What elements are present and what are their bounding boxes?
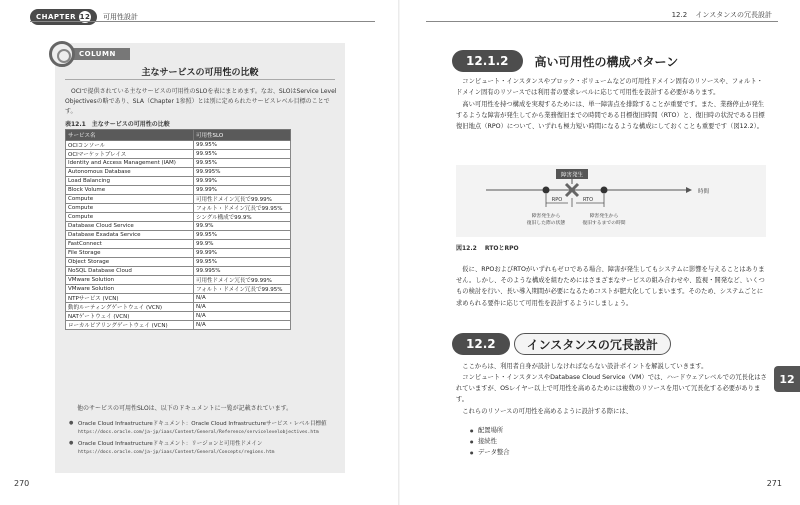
- rto-label: RTO: [582, 197, 594, 203]
- slo-cell: 99.95%: [194, 150, 291, 159]
- left-running-header: [30, 9, 138, 25]
- service-name-cell: NoSQL Database Cloud: [66, 267, 194, 276]
- reference-url[interactable]: https://docs.oracle.com/ja-jp/iaas/Content/General/Concepts/regions.htm: [78, 450, 275, 455]
- column-title: 主なサービスの可用性の比較: [141, 68, 259, 78]
- bullet-list: [470, 425, 509, 458]
- figure-caption: [456, 243, 519, 252]
- rpo-point: [543, 187, 550, 194]
- right-running-header: [666, 10, 772, 20]
- service-name-cell: OCIコンソール: [66, 141, 194, 150]
- reference-item: [69, 440, 341, 457]
- reference-list: [69, 420, 341, 460]
- table-row: [66, 213, 291, 222]
- figure-number: 図12.2: [456, 245, 477, 252]
- slo-cell: 99.99%: [194, 186, 291, 195]
- table-row: [66, 321, 291, 330]
- chapter-title: 可用性設計: [103, 13, 138, 21]
- section-heading-12-2: [452, 333, 671, 355]
- header-section-title: インスタンスの冗長設計: [695, 11, 772, 19]
- slo-cell: 99.95%: [194, 231, 291, 240]
- list-item: ● 接続性: [470, 436, 509, 447]
- chapter-number: 12: [79, 13, 91, 21]
- table-row: [66, 141, 291, 150]
- table-row: [66, 222, 291, 231]
- reference-title: ● Oracle Cloud Infrastructureドキュメント：Oracle Cloud Infrastructureサービス・レベル目標値: [78, 421, 327, 427]
- paragraph: 高い可用性を持つ構成を実現するためには、単一障害点を排除することが重要です。また、業務停止が発生するような障害が発生してから業務復旧までの時間である目標復旧時間（RTO）と、復旧時の状況である目標復旧地点（RPO）について、いずれも極力短い時間になるような構成にしておくことも重要です（図12.2）。: [456, 101, 765, 131]
- failure-label: 障害発生: [560, 172, 584, 179]
- slo-cell: N/A: [194, 312, 291, 321]
- service-name-cell: NTPサービス (VCN): [66, 294, 194, 303]
- service-name-cell: VMware Solution: [66, 285, 194, 294]
- table-header-slo: 可用性SLO: [194, 130, 291, 141]
- reference-url[interactable]: https://docs.oracle.com/ja-jp/iaas/Content/General/Reference/servicelevelobjectives.htm: [78, 430, 319, 435]
- service-name-cell: Identity and Access Management (IAM): [66, 159, 194, 168]
- table-row: [66, 294, 291, 303]
- slo-cell: N/A: [194, 294, 291, 303]
- slo-cell: 99.995%: [194, 267, 291, 276]
- reference-item: [69, 420, 341, 437]
- service-name-cell: Database Cloud Service: [66, 222, 194, 231]
- right-page-number: 271: [766, 479, 782, 488]
- time-label: 時間: [698, 189, 710, 195]
- slo-cell: 99.95%: [194, 159, 291, 168]
- slo-cell: 99.99%: [194, 177, 291, 186]
- paragraph: コンピュート・インスタンスやDatabase Cloud Service（VM）では、ハードウェアレベルでの冗長化はされていますが、OSレイヤー以上で可用性を高めるためには複数のリソースを用いて冗長化する必要があります。: [456, 374, 767, 404]
- slo-cell: シングル構成で99.9%: [194, 213, 291, 222]
- rpo-label: RPO: [551, 197, 563, 203]
- service-name-cell: Database Exadata Service: [66, 231, 194, 240]
- section-number: 12.1.2: [452, 50, 523, 72]
- list-item: ● 配置場所: [470, 425, 509, 436]
- service-name-cell: Autonomous Database: [66, 168, 194, 177]
- slo-cell: 99.9%: [194, 240, 291, 249]
- chapter-label: CHAPTER: [36, 13, 76, 21]
- service-name-cell: FastConnect: [66, 240, 194, 249]
- section-number: 12.2: [452, 333, 510, 355]
- right-page: [400, 0, 800, 505]
- service-name-cell: Object Storage: [66, 258, 194, 267]
- table-row: [66, 303, 291, 312]
- slo-cell: 可用性ドメイン冗長で99.99%: [194, 276, 291, 285]
- service-name-cell: Compute: [66, 213, 194, 222]
- slo-cell: 99.99%: [194, 249, 291, 258]
- table-row: [66, 177, 291, 186]
- column-title-rule: [65, 79, 335, 80]
- table-caption: 表12.1 主なサービスの可用性の比較: [65, 121, 170, 128]
- slo-cell: N/A: [194, 303, 291, 312]
- rpo-caption-line2: 復旧した際の状態: [526, 221, 566, 226]
- table-row: [66, 186, 291, 195]
- slo-cell: フォルト・ドメイン冗長で99.95%: [194, 204, 291, 213]
- header-section-number: 12.2: [671, 11, 688, 19]
- slo-cell: 99.9%: [194, 222, 291, 231]
- column-intro: OCIで提供されている主なサービスの可用性のSLOを表にまとめます。なお、SLOはService Level Objectivesの略であり、SLA（Chapter 1参照）とは別に定められたサービスレベル目標のことです。: [65, 88, 337, 115]
- slo-cell: 可用性ドメイン冗長で99.99%: [194, 195, 291, 204]
- rto-caption-line1: 障害発生から: [589, 214, 619, 219]
- table-row: [66, 204, 291, 213]
- table-row: [66, 231, 291, 240]
- table-row: [66, 168, 291, 177]
- service-name-cell: VMware Solution: [66, 276, 194, 285]
- paragraph: コンピュート・インスタンスやブロック・ボリュームなどの可用性ドメイン固有のリソースや、フォルト・ドメイン固有のリソースでは利用者の要求レベルに応じて可用性を設計する必要があります。: [456, 78, 763, 97]
- table-header-service: サービス名: [66, 130, 194, 141]
- section-title: 高い可用性の構成パターン: [534, 54, 679, 69]
- table-row: [66, 312, 291, 321]
- table-row: [66, 249, 291, 258]
- service-name-cell: 動的ルーティングゲートウェイ (VCN): [66, 303, 194, 312]
- rto-caption-line2: 復旧するまでの時間: [582, 221, 626, 226]
- slo-cell: 99.995%: [194, 168, 291, 177]
- column-note: 他のサービスの可用性SLOは、以下のドキュメントに一覧が記載されています。: [77, 405, 293, 412]
- rto-point: [601, 187, 608, 194]
- section-heading-12-1-2: [452, 50, 690, 72]
- reference-title: ● Oracle Cloud Infrastructureドキュメント：リージョンと可用性ドメイン: [78, 441, 263, 447]
- service-name-cell: ローカルピアリングゲートウェイ (VCN): [66, 321, 194, 330]
- rto-rpo-diagram: [456, 165, 766, 237]
- table-row: [66, 150, 291, 159]
- table-header-row: [66, 130, 291, 141]
- service-name-cell: File Storage: [66, 249, 194, 258]
- service-name-cell: Block Volume: [66, 186, 194, 195]
- slo-cell: N/A: [194, 321, 291, 330]
- table-body: [66, 141, 291, 330]
- table-row: [66, 258, 291, 267]
- paragraph: 仮に、RPOおよびRTOがいずれもゼロである場合、障害が発生してもシステムに影響を与えることはありません。しかし、そのような構成を組むためにはさまざまなサービスの組み合わせや、監視・開発など、いくつもの検討を行い、長い導入期間が必要になるためコストが肥大化してしまいます。そのため、システムごとに求められる要件に応じて可用性を設計するようにしましょう。: [456, 266, 765, 307]
- rto-rpo-figure: [456, 165, 766, 237]
- section-title: インスタンスの冗長設計: [514, 333, 671, 355]
- list-item: ● データ整合: [470, 447, 509, 458]
- table-row: [66, 159, 291, 168]
- slo-cell: 99.95%: [194, 141, 291, 150]
- service-name-cell: Compute: [66, 195, 194, 204]
- column-label: COLUMN: [71, 48, 130, 60]
- table-row: [66, 267, 291, 276]
- paragraph: ここからは、利用者自身が設計しなければならない設計ポイントを解説していきます。: [462, 363, 708, 370]
- table-row: [66, 195, 291, 204]
- rpo-caption-line1: 障害発生から: [531, 214, 561, 219]
- header-rule: [426, 21, 778, 22]
- chapter-badge: [30, 9, 97, 25]
- table-row: [66, 240, 291, 249]
- slo-cell: 99.95%: [194, 258, 291, 267]
- service-name-cell: NATゲートウェイ (VCN): [66, 312, 194, 321]
- chapter-tab: 12: [774, 366, 800, 392]
- service-name-cell: OCIマーケットプレイス: [66, 150, 194, 159]
- column-badge: [49, 41, 130, 67]
- slo-table: [65, 129, 291, 330]
- table-row: [66, 276, 291, 285]
- table-row: [66, 285, 291, 294]
- paragraph: これらのリソースの可用性を高めるように設計する際には、: [462, 408, 632, 415]
- column-box: [55, 43, 345, 473]
- left-page-number: 270: [14, 479, 30, 488]
- figure-title: RTOとRPO: [484, 245, 519, 252]
- column-swirl-icon: [49, 41, 75, 67]
- service-name-cell: Compute: [66, 204, 194, 213]
- header-rule: [30, 21, 375, 22]
- slo-cell: フォルト・ドメイン冗長で99.95%: [194, 285, 291, 294]
- service-name-cell: Load Balancing: [66, 177, 194, 186]
